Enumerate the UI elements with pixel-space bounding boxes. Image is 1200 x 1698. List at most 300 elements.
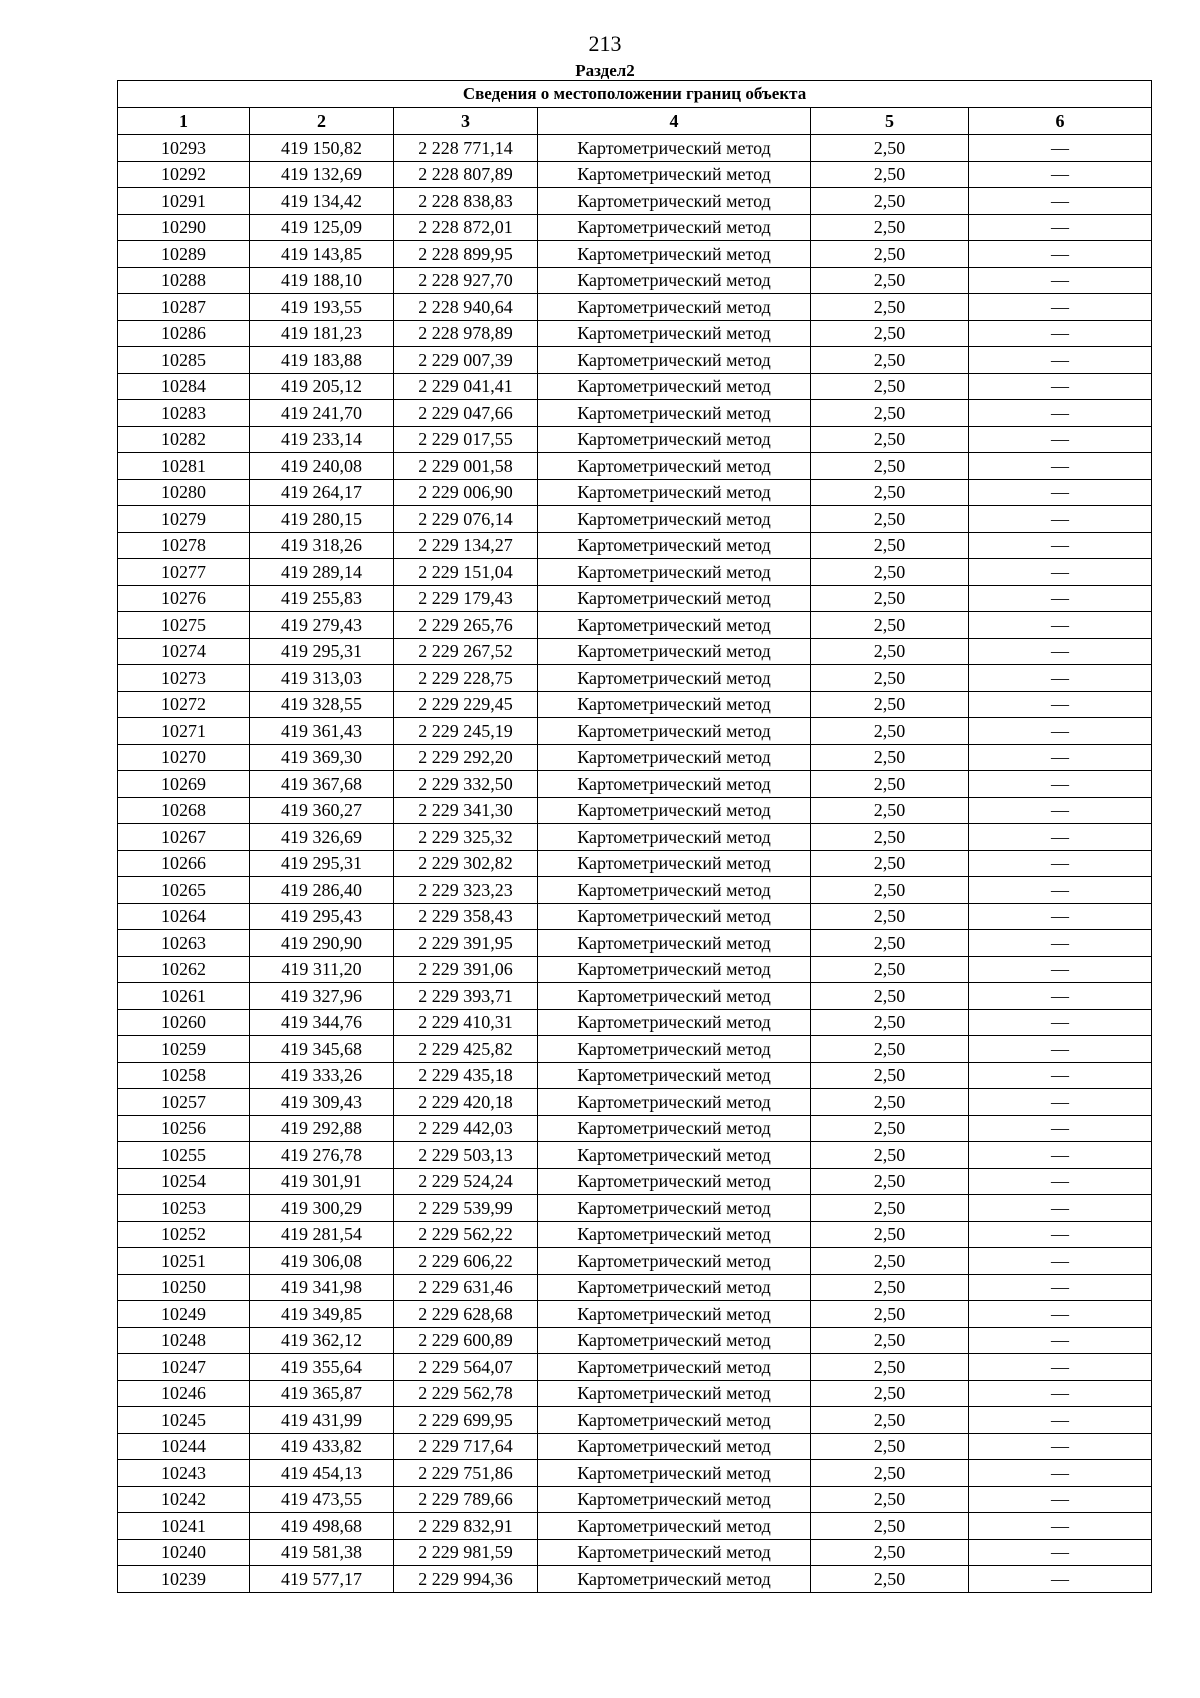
method-cell: Картометрический метод (538, 612, 811, 639)
method-cell: Картометрический метод (538, 824, 811, 851)
table-row (118, 1566, 1152, 1593)
accuracy-cell: 2,50 (811, 1513, 969, 1540)
description-cell: — (969, 1009, 1152, 1036)
y-coordinate-cell: 2 228 978,89 (394, 320, 538, 347)
method-cell: Картометрический метод (538, 691, 811, 718)
method-cell: Картометрический метод (538, 1513, 811, 1540)
accuracy-cell: 2,50 (811, 241, 969, 268)
description-cell: — (969, 373, 1152, 400)
table-row (118, 1248, 1152, 1275)
accuracy-cell: 2,50 (811, 347, 969, 374)
table-row (118, 267, 1152, 294)
x-coordinate-cell: 419 279,43 (250, 612, 394, 639)
table-row (118, 691, 1152, 718)
point-number-cell: 10252 (118, 1221, 250, 1248)
table-row (118, 638, 1152, 665)
table-row (118, 850, 1152, 877)
table-row (118, 1195, 1152, 1222)
x-coordinate-cell: 419 306,08 (250, 1248, 394, 1275)
method-cell: Картометрический метод (538, 744, 811, 771)
y-coordinate-cell: 2 229 302,82 (394, 850, 538, 877)
accuracy-cell: 2,50 (811, 930, 969, 957)
method-cell: Картометрический метод (538, 797, 811, 824)
accuracy-cell: 2,50 (811, 903, 969, 930)
accuracy-cell: 2,50 (811, 373, 969, 400)
table-row (118, 1539, 1152, 1566)
y-coordinate-cell: 2 229 245,19 (394, 718, 538, 745)
y-coordinate-cell: 2 229 151,04 (394, 559, 538, 586)
y-coordinate-cell: 2 229 391,06 (394, 956, 538, 983)
table-row (118, 1009, 1152, 1036)
method-cell: Картометрический метод (538, 294, 811, 321)
description-cell: — (969, 241, 1152, 268)
method-cell: Картометрический метод (538, 453, 811, 480)
table-row (118, 241, 1152, 268)
x-coordinate-cell: 419 289,14 (250, 559, 394, 586)
accuracy-cell: 2,50 (811, 1460, 969, 1487)
x-coordinate-cell: 419 233,14 (250, 426, 394, 453)
accuracy-cell: 2,50 (811, 1248, 969, 1275)
y-coordinate-cell: 2 229 041,41 (394, 373, 538, 400)
point-number-cell: 10255 (118, 1142, 250, 1169)
x-coordinate-cell: 419 286,40 (250, 877, 394, 904)
accuracy-cell: 2,50 (811, 1142, 969, 1169)
point-number-cell: 10259 (118, 1036, 250, 1063)
method-cell: Картометрический метод (538, 903, 811, 930)
accuracy-cell: 2,50 (811, 1089, 969, 1116)
y-coordinate-cell: 2 229 332,50 (394, 771, 538, 798)
y-coordinate-cell: 2 228 807,89 (394, 161, 538, 188)
description-cell: — (969, 983, 1152, 1010)
method-cell: Картометрический метод (538, 267, 811, 294)
x-coordinate-cell: 419 134,42 (250, 188, 394, 215)
table-row (118, 559, 1152, 586)
description-cell: — (969, 1407, 1152, 1434)
x-coordinate-cell: 419 349,85 (250, 1301, 394, 1328)
method-cell: Картометрический метод (538, 559, 811, 586)
accuracy-cell: 2,50 (811, 1327, 969, 1354)
point-number-cell: 10249 (118, 1301, 250, 1328)
point-number-cell: 10243 (118, 1460, 250, 1487)
point-number-cell: 10256 (118, 1115, 250, 1142)
y-coordinate-cell: 2 229 228,75 (394, 665, 538, 692)
description-cell: — (969, 1062, 1152, 1089)
table-row (118, 612, 1152, 639)
method-cell: Картометрический метод (538, 850, 811, 877)
table-row (118, 1301, 1152, 1328)
y-coordinate-cell: 2 229 606,22 (394, 1248, 538, 1275)
method-cell: Картометрический метод (538, 1221, 811, 1248)
y-coordinate-cell: 2 229 994,36 (394, 1566, 538, 1593)
x-coordinate-cell: 419 361,43 (250, 718, 394, 745)
table-row (118, 1513, 1152, 1540)
accuracy-cell: 2,50 (811, 1566, 969, 1593)
point-number-cell: 10260 (118, 1009, 250, 1036)
accuracy-cell: 2,50 (811, 135, 969, 162)
description-cell: — (969, 453, 1152, 480)
column-number-1: 1 (118, 108, 250, 135)
description-cell: — (969, 1486, 1152, 1513)
method-cell: Картометрический метод (538, 373, 811, 400)
y-coordinate-cell: 2 228 771,14 (394, 135, 538, 162)
description-cell: — (969, 1089, 1152, 1116)
point-number-cell: 10286 (118, 320, 250, 347)
y-coordinate-cell: 2 229 717,64 (394, 1433, 538, 1460)
x-coordinate-cell: 419 276,78 (250, 1142, 394, 1169)
accuracy-cell: 2,50 (811, 771, 969, 798)
x-coordinate-cell: 419 264,17 (250, 479, 394, 506)
y-coordinate-cell: 2 229 017,55 (394, 426, 538, 453)
method-cell: Картометрический метод (538, 1062, 811, 1089)
table-row (118, 400, 1152, 427)
y-coordinate-cell: 2 228 940,64 (394, 294, 538, 321)
table-row (118, 797, 1152, 824)
x-coordinate-cell: 419 132,69 (250, 161, 394, 188)
point-number-cell: 10272 (118, 691, 250, 718)
description-cell: — (969, 559, 1152, 586)
accuracy-cell: 2,50 (811, 585, 969, 612)
x-coordinate-cell: 419 280,15 (250, 506, 394, 533)
point-number-cell: 10273 (118, 665, 250, 692)
description-cell: — (969, 347, 1152, 374)
description-cell: — (969, 400, 1152, 427)
table-row (118, 718, 1152, 745)
x-coordinate-cell: 419 581,38 (250, 1539, 394, 1566)
x-coordinate-cell: 419 241,70 (250, 400, 394, 427)
method-cell: Картометрический метод (538, 1168, 811, 1195)
description-cell: — (969, 294, 1152, 321)
x-coordinate-cell: 419 365,87 (250, 1380, 394, 1407)
table-row (118, 532, 1152, 559)
accuracy-cell: 2,50 (811, 453, 969, 480)
table-row (118, 930, 1152, 957)
table-row (118, 1168, 1152, 1195)
description-cell: — (969, 956, 1152, 983)
method-cell: Картометрический метод (538, 1195, 811, 1222)
description-cell: — (969, 532, 1152, 559)
y-coordinate-cell: 2 228 927,70 (394, 267, 538, 294)
method-cell: Картометрический метод (538, 241, 811, 268)
method-cell: Картометрический метод (538, 320, 811, 347)
accuracy-cell: 2,50 (811, 294, 969, 321)
accuracy-cell: 2,50 (811, 188, 969, 215)
point-number-cell: 10274 (118, 638, 250, 665)
table-row (118, 479, 1152, 506)
boundary-coordinates-table (117, 80, 1152, 1593)
y-coordinate-cell: 2 229 628,68 (394, 1301, 538, 1328)
method-cell: Картометрический метод (538, 1354, 811, 1381)
point-number-cell: 10276 (118, 585, 250, 612)
point-number-cell: 10247 (118, 1354, 250, 1381)
table-row (118, 347, 1152, 374)
description-cell: — (969, 1036, 1152, 1063)
point-number-cell: 10239 (118, 1566, 250, 1593)
column-number-5: 5 (811, 108, 969, 135)
table-row (118, 1380, 1152, 1407)
point-number-cell: 10285 (118, 347, 250, 374)
table-row (118, 1115, 1152, 1142)
point-number-cell: 10290 (118, 214, 250, 241)
point-number-cell: 10275 (118, 612, 250, 639)
accuracy-cell: 2,50 (811, 1115, 969, 1142)
x-coordinate-cell: 419 360,27 (250, 797, 394, 824)
x-coordinate-cell: 419 301,91 (250, 1168, 394, 1195)
y-coordinate-cell: 2 229 564,07 (394, 1354, 538, 1381)
y-coordinate-cell: 2 228 872,01 (394, 214, 538, 241)
y-coordinate-cell: 2 229 358,43 (394, 903, 538, 930)
method-cell: Картометрический метод (538, 665, 811, 692)
table-row (118, 294, 1152, 321)
description-cell: — (969, 1142, 1152, 1169)
point-number-cell: 10268 (118, 797, 250, 824)
y-coordinate-cell: 2 229 524,24 (394, 1168, 538, 1195)
point-number-cell: 10267 (118, 824, 250, 851)
column-number-2: 2 (250, 108, 394, 135)
x-coordinate-cell: 419 290,90 (250, 930, 394, 957)
accuracy-cell: 2,50 (811, 1036, 969, 1063)
method-cell: Картометрический метод (538, 1380, 811, 1407)
point-number-cell: 10246 (118, 1380, 250, 1407)
table-caption-row (118, 81, 1152, 108)
x-coordinate-cell: 419 433,82 (250, 1433, 394, 1460)
description-cell: — (969, 1221, 1152, 1248)
method-cell: Картометрический метод (538, 877, 811, 904)
description-cell: — (969, 877, 1152, 904)
accuracy-cell: 2,50 (811, 1380, 969, 1407)
method-cell: Картометрический метод (538, 718, 811, 745)
accuracy-cell: 2,50 (811, 797, 969, 824)
description-cell: — (969, 1115, 1152, 1142)
description-cell: — (969, 188, 1152, 215)
y-coordinate-cell: 2 229 292,20 (394, 744, 538, 771)
description-cell: — (969, 506, 1152, 533)
y-coordinate-cell: 2 229 267,52 (394, 638, 538, 665)
y-coordinate-cell: 2 228 838,83 (394, 188, 538, 215)
y-coordinate-cell: 2 229 631,46 (394, 1274, 538, 1301)
table-row (118, 135, 1152, 162)
x-coordinate-cell: 419 577,17 (250, 1566, 394, 1593)
y-coordinate-cell: 2 229 134,27 (394, 532, 538, 559)
x-coordinate-cell: 419 431,99 (250, 1407, 394, 1434)
table-row (118, 1486, 1152, 1513)
y-coordinate-cell: 2 229 410,31 (394, 1009, 538, 1036)
description-cell: — (969, 135, 1152, 162)
description-cell: — (969, 1354, 1152, 1381)
point-number-cell: 10287 (118, 294, 250, 321)
x-coordinate-cell: 419 309,43 (250, 1089, 394, 1116)
y-coordinate-cell: 2 229 539,99 (394, 1195, 538, 1222)
x-coordinate-cell: 419 369,30 (250, 744, 394, 771)
x-coordinate-cell: 419 473,55 (250, 1486, 394, 1513)
point-number-cell: 10270 (118, 744, 250, 771)
y-coordinate-cell: 2 229 007,39 (394, 347, 538, 374)
method-cell: Картометрический метод (538, 188, 811, 215)
table-row (118, 1460, 1152, 1487)
table-row (118, 1036, 1152, 1063)
accuracy-cell: 2,50 (811, 214, 969, 241)
method-cell: Картометрический метод (538, 956, 811, 983)
x-coordinate-cell: 419 143,85 (250, 241, 394, 268)
y-coordinate-cell: 2 229 265,76 (394, 612, 538, 639)
x-coordinate-cell: 419 240,08 (250, 453, 394, 480)
method-cell: Картометрический метод (538, 1248, 811, 1275)
point-number-cell: 10240 (118, 1539, 250, 1566)
description-cell: — (969, 214, 1152, 241)
method-cell: Картометрический метод (538, 347, 811, 374)
accuracy-cell: 2,50 (811, 956, 969, 983)
accuracy-cell: 2,50 (811, 718, 969, 745)
point-number-cell: 10269 (118, 771, 250, 798)
description-cell: — (969, 1168, 1152, 1195)
y-coordinate-cell: 2 229 600,89 (394, 1327, 538, 1354)
point-number-cell: 10254 (118, 1168, 250, 1195)
accuracy-cell: 2,50 (811, 1221, 969, 1248)
y-coordinate-cell: 2 229 325,32 (394, 824, 538, 851)
description-cell: — (969, 1566, 1152, 1593)
method-cell: Картометрический метод (538, 1009, 811, 1036)
y-coordinate-cell: 2 229 503,13 (394, 1142, 538, 1169)
point-number-cell: 10258 (118, 1062, 250, 1089)
x-coordinate-cell: 419 355,64 (250, 1354, 394, 1381)
accuracy-cell: 2,50 (811, 1539, 969, 1566)
description-cell: — (969, 1274, 1152, 1301)
point-number-cell: 10283 (118, 400, 250, 427)
description-cell: — (969, 824, 1152, 851)
accuracy-cell: 2,50 (811, 744, 969, 771)
accuracy-cell: 2,50 (811, 506, 969, 533)
x-coordinate-cell: 419 367,68 (250, 771, 394, 798)
x-coordinate-cell: 419 183,88 (250, 347, 394, 374)
accuracy-cell: 2,50 (811, 612, 969, 639)
description-cell: — (969, 1460, 1152, 1487)
point-number-cell: 10264 (118, 903, 250, 930)
x-coordinate-cell: 419 326,69 (250, 824, 394, 851)
point-number-cell: 10241 (118, 1513, 250, 1540)
table-row (118, 1407, 1152, 1434)
y-coordinate-cell: 2 229 699,95 (394, 1407, 538, 1434)
table-row (118, 1142, 1152, 1169)
point-number-cell: 10284 (118, 373, 250, 400)
accuracy-cell: 2,50 (811, 1274, 969, 1301)
y-coordinate-cell: 2 229 006,90 (394, 479, 538, 506)
accuracy-cell: 2,50 (811, 638, 969, 665)
accuracy-cell: 2,50 (811, 665, 969, 692)
accuracy-cell: 2,50 (811, 400, 969, 427)
x-coordinate-cell: 419 345,68 (250, 1036, 394, 1063)
x-coordinate-cell: 419 295,31 (250, 638, 394, 665)
accuracy-cell: 2,50 (811, 161, 969, 188)
method-cell: Картометрический метод (538, 426, 811, 453)
method-cell: Картометрический метод (538, 1274, 811, 1301)
point-number-cell: 10248 (118, 1327, 250, 1354)
description-cell: — (969, 161, 1152, 188)
column-number-4: 4 (538, 108, 811, 135)
accuracy-cell: 2,50 (811, 320, 969, 347)
x-coordinate-cell: 419 313,03 (250, 665, 394, 692)
description-cell: — (969, 930, 1152, 957)
table-row (118, 824, 1152, 851)
table-row (118, 903, 1152, 930)
description-cell: — (969, 479, 1152, 506)
table-row (118, 161, 1152, 188)
table-row (118, 1327, 1152, 1354)
point-number-cell: 10291 (118, 188, 250, 215)
method-cell: Картометрический метод (538, 1089, 811, 1116)
method-cell: Картометрический метод (538, 135, 811, 162)
description-cell: — (969, 1248, 1152, 1275)
point-number-cell: 10288 (118, 267, 250, 294)
table-row (118, 1433, 1152, 1460)
point-number-cell: 10280 (118, 479, 250, 506)
description-cell: — (969, 267, 1152, 294)
accuracy-cell: 2,50 (811, 267, 969, 294)
x-coordinate-cell: 419 188,10 (250, 267, 394, 294)
point-number-cell: 10242 (118, 1486, 250, 1513)
section-label: Раздел2 (575, 61, 635, 80)
point-number-cell: 10278 (118, 532, 250, 559)
column-number-row (118, 108, 1152, 135)
accuracy-cell: 2,50 (811, 1433, 969, 1460)
table-row (118, 373, 1152, 400)
description-cell: — (969, 850, 1152, 877)
description-cell: — (969, 665, 1152, 692)
x-coordinate-cell: 419 327,96 (250, 983, 394, 1010)
table-row (118, 426, 1152, 453)
method-cell: Картометрический метод (538, 771, 811, 798)
table-row (118, 1274, 1152, 1301)
table-row (118, 877, 1152, 904)
y-coordinate-cell: 2 229 751,86 (394, 1460, 538, 1487)
accuracy-cell: 2,50 (811, 426, 969, 453)
description-cell: — (969, 1327, 1152, 1354)
x-coordinate-cell: 419 255,83 (250, 585, 394, 612)
point-number-cell: 10257 (118, 1089, 250, 1116)
description-cell: — (969, 585, 1152, 612)
table-row (118, 956, 1152, 983)
x-coordinate-cell: 419 333,26 (250, 1062, 394, 1089)
method-cell: Картометрический метод (538, 585, 811, 612)
description-cell: — (969, 903, 1152, 930)
point-number-cell: 10244 (118, 1433, 250, 1460)
table-row (118, 506, 1152, 533)
accuracy-cell: 2,50 (811, 691, 969, 718)
x-coordinate-cell: 419 295,31 (250, 850, 394, 877)
y-coordinate-cell: 2 229 391,95 (394, 930, 538, 957)
y-coordinate-cell: 2 229 001,58 (394, 453, 538, 480)
column-number-6: 6 (969, 108, 1152, 135)
point-number-cell: 10292 (118, 161, 250, 188)
accuracy-cell: 2,50 (811, 850, 969, 877)
method-cell: Картометрический метод (538, 638, 811, 665)
y-coordinate-cell: 2 229 562,78 (394, 1380, 538, 1407)
x-coordinate-cell: 419 193,55 (250, 294, 394, 321)
table-caption: Сведения о местоположении границ объекта (118, 81, 1152, 108)
description-cell: — (969, 612, 1152, 639)
column-number-3: 3 (394, 108, 538, 135)
table-row (118, 1221, 1152, 1248)
accuracy-cell: 2,50 (811, 1407, 969, 1434)
description-cell: — (969, 1380, 1152, 1407)
description-cell: — (969, 744, 1152, 771)
table-row (118, 983, 1152, 1010)
y-coordinate-cell: 2 228 899,95 (394, 241, 538, 268)
method-cell: Картометрический метод (538, 1036, 811, 1063)
accuracy-cell: 2,50 (811, 983, 969, 1010)
x-coordinate-cell: 419 292,88 (250, 1115, 394, 1142)
point-number-cell: 10293 (118, 135, 250, 162)
page-number: 213 (588, 31, 622, 56)
accuracy-cell: 2,50 (811, 1486, 969, 1513)
